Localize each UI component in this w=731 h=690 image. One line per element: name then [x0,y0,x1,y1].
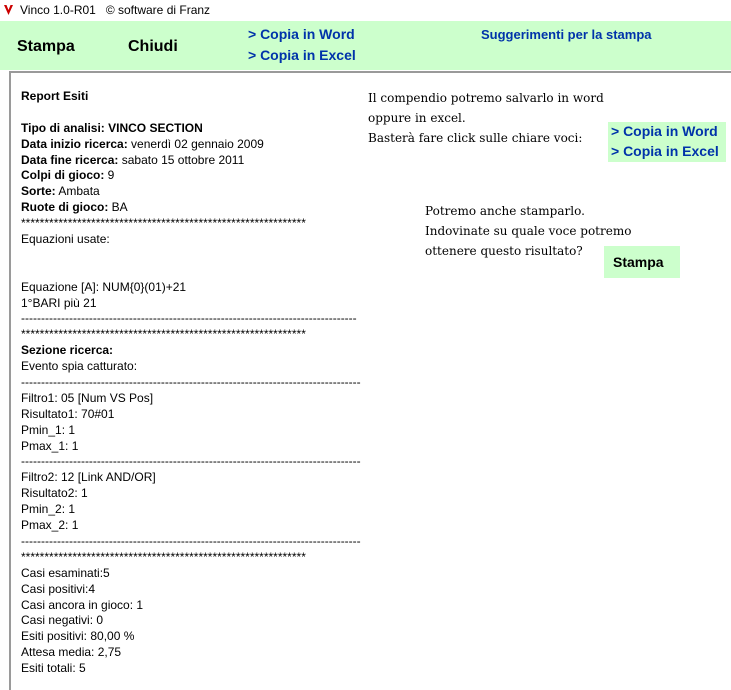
report-line-label: Data fine ricerca: [21,152,119,167]
report-line [21,200,401,216]
vinco-app-icon [3,3,14,17]
suggerimenti-stampa-link[interactable]: Suggerimenti per la stampa [481,27,652,42]
report-line-label: Risultato2: 1 [21,486,88,501]
report-line [21,184,401,200]
report-line-label: Pmin_2: 1 [21,502,76,517]
report-line [21,311,401,327]
report-line [21,582,401,598]
report-line-value: sabato 15 ottobre 2011 [118,152,245,167]
report-line-label: Casi positivi:4 [21,581,96,596]
title-bar [0,0,731,22]
report-line [21,550,401,566]
report-line-label: Pmin_1: 1 [21,422,76,437]
report-line-label: Report Esiti [21,89,89,103]
report-line [21,232,401,248]
annotation-print [425,201,631,261]
report-line [21,470,401,486]
report-line-label: ************************************************************* [21,216,306,231]
report-line [21,359,401,375]
report-line-label: Tipo di analisi: VINCO SECTION [21,120,203,135]
report-line [21,454,401,470]
annotation-line: ottenere questo risultato? [425,244,583,258]
window-title: Vinco 1.0-R01 © software di Franz [20,3,211,17]
report-line [21,391,401,407]
report-line [21,423,401,439]
chiudi-button[interactable]: Chiudi [128,38,178,55]
report-line-label: ------------------------------------------------------------------------------------- [21,454,361,469]
report-line-label: Esiti positivi: 80,00 % [21,629,135,644]
report-line [21,280,401,296]
report-line [21,661,401,677]
report-line-value: 9 [104,168,115,183]
report-line [21,598,401,614]
report-line [21,153,401,169]
report-line-label: Equazione [A]: NUM{0}(01)+21 [21,279,187,294]
report-line [21,645,401,661]
report-line-label: Colpi di gioco: [21,168,105,183]
report-line [21,613,401,629]
report-line [21,168,401,184]
report-line-label: Equazioni usate: [21,232,110,247]
report-line-label: Casi esaminati:5 [21,565,110,580]
report-line-value: BA [108,200,128,215]
report-line-label: Pmax_2: 1 [21,518,79,533]
report-line-label: Casi ancora in gioco: 1 [21,597,144,612]
report-line [21,343,401,359]
annotation-line: Il compendio potremo salvarlo in word [368,91,604,105]
report-line [21,439,401,455]
report-line-value: Ambata [55,184,100,199]
report-line [21,216,401,232]
report-line-label: Filtro1: 05 [Num VS Pos] [21,390,154,405]
annotation-line: Potremo anche stamparlo. [425,204,585,218]
report-panel [9,71,731,690]
report-line-label: Ruote di gioco: [21,200,109,215]
report-line [21,105,401,121]
report-line-label: Esiti totali: 5 [21,661,86,676]
report-line-label: Risultato1: 70#01 [21,406,115,421]
report-line [21,296,401,312]
report-line-label: ------------------------------------------------------------------------------------- [21,533,361,548]
report-line-label: Casi negativi: 0 [21,613,104,628]
annotation-line: Indovinate su quale voce potremo [425,224,632,238]
report-line-label: ************************************************************* [21,327,306,342]
toolbar [0,21,731,70]
report-line [21,407,401,423]
copia-in-word-link[interactable]: > Copia in Word [248,26,355,42]
report-line-label: Filtro2: 12 [Link AND/OR] [21,470,156,485]
report-line [21,248,401,264]
report-line [21,375,401,391]
report-line-label: Sezione ricerca: [21,343,114,358]
stampa-button[interactable]: Stampa [17,38,75,55]
report-line-label: Attesa media: 2,75 [21,645,122,660]
report-line [21,89,401,105]
annotation-stampa: Stampa [604,246,680,278]
report-line-label: Sorte: [21,184,56,199]
report-line [21,502,401,518]
report-line [21,121,401,137]
report-line-label: 1°BARI più 21 [21,295,97,310]
report-line-label: ************************************************************* [21,549,306,564]
annotation-copia-excel: > Copia in Excel [608,142,726,162]
report-line [21,534,401,550]
copia-in-excel-link[interactable]: > Copia in Excel [248,47,356,63]
report-line [21,518,401,534]
annotation-line: oppure in excel. [368,111,466,125]
report-line-label: ------------------------------------------------------------------------------------- [21,375,361,390]
report-line [21,137,401,153]
report-line-label: ------------------------------------------------------------------------------------ [21,311,357,326]
report-line [21,566,401,582]
annotation-copia-word: > Copia in Word [608,122,726,142]
report-line-label: Evento spia catturato: [21,359,138,374]
report-line [21,629,401,645]
report-line-label: Data inizio ricerca: [21,136,128,151]
report-line-value: venerdì 02 gennaio 2009 [127,136,264,151]
report-line-label: Pmax_1: 1 [21,438,79,453]
report-text [21,89,401,677]
report-line [21,327,401,343]
report-line [21,264,401,280]
annotation-line: Basterà fare click sulle chiare voci: [368,131,583,145]
report-line [21,486,401,502]
annotation-save [368,88,604,148]
